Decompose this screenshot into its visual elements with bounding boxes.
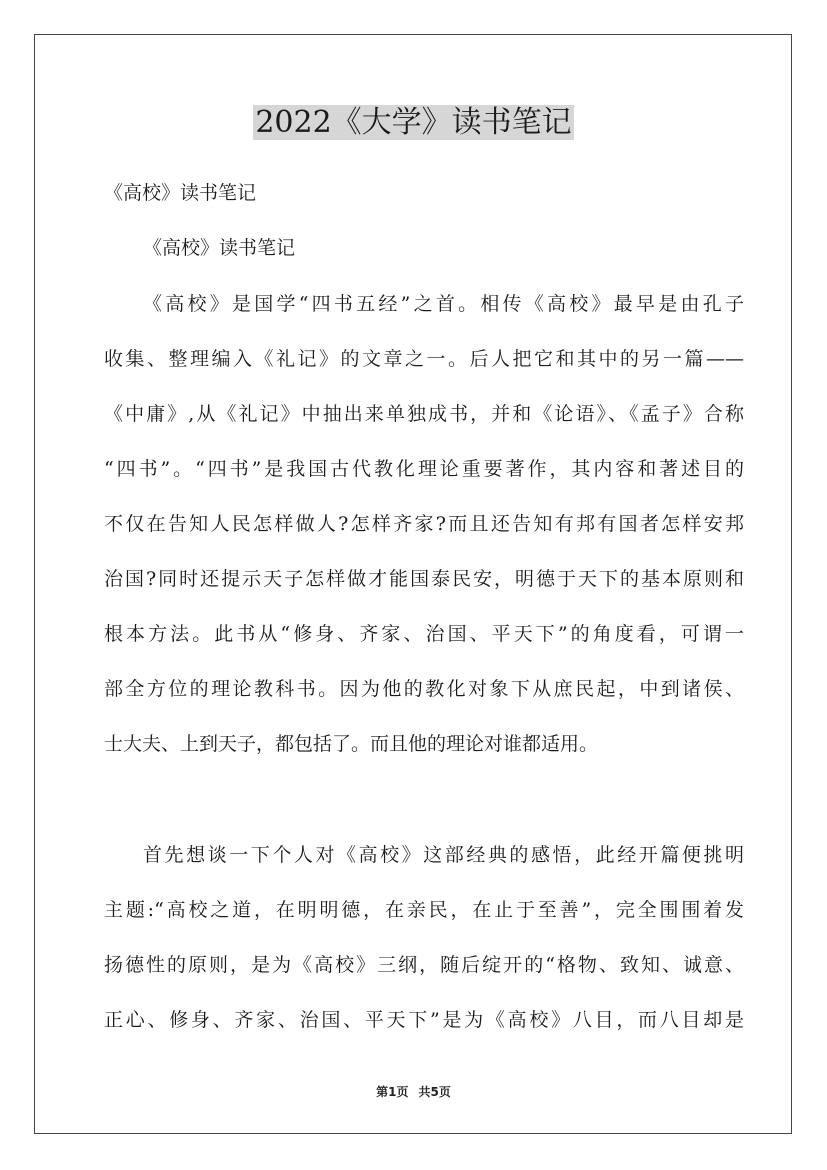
paragraph-line: 正心、修身、齐家、治国、平天下”是为《高校》八目，而八目却是 [104, 1009, 744, 1031]
paragraph-line: 不仅在告知人民怎样做人?怎样齐家?而且还告知有邦有国者怎样安邦 [104, 513, 744, 535]
paragraph-line: 治国?同时还提示天子怎样做才能国泰民安，明德于天下的基本原则和 [104, 568, 744, 590]
paragraph-line: “四书”。“四书”是我国古代教化理论重要著作，其内容和著述目的 [104, 458, 744, 480]
paragraph-line: 主题:“高校之道，在明明德，在亲民，在止于至善”，完全围围着发 [104, 899, 744, 921]
paragraph-line: 收集、整理编入《礼记》的文章之一。后人把它和其中的另一篇—— [104, 348, 744, 370]
paragraph-line: 首先想谈一下个人对《高校》这部经典的感悟，此经开篇便挑明 [143, 844, 744, 866]
subheading-line: 《高校》读书笔记 [143, 237, 296, 259]
paragraph-line: 部全方位的理论教科书。因为他的教化对象下从庶民起，中到诸侯、 [104, 678, 744, 700]
page-total: 共5页 [418, 1085, 451, 1099]
paragraph-line: 士大夫、上到天子，都包括了。而且他的理论对谁都适用。 [104, 733, 599, 755]
paragraph-line: 根本方法。此书从“修身、齐家、治国、平天下”的角度看，可谓一 [104, 623, 744, 645]
heading-line: 《高校》读书笔记 [104, 182, 257, 204]
document-title-text: 2022《大学》读书笔记 [255, 105, 572, 140]
document-title [0, 101, 827, 145]
paragraph-line: 《中庸》,从《礼记》中抽出来单独成书，并和《论语》、《孟子》合称 [104, 403, 744, 425]
page-number: 第1页 [376, 1085, 409, 1099]
paragraph-line: 扬德性的原则，是为《高校》三纲，随后绽开的“格物、致知、诚意、 [104, 954, 744, 976]
paragraph-line: 《高校》是国学“四书五经”之首。相传《高校》最早是由孔子 [143, 293, 744, 315]
page-footer [0, 1083, 827, 1100]
